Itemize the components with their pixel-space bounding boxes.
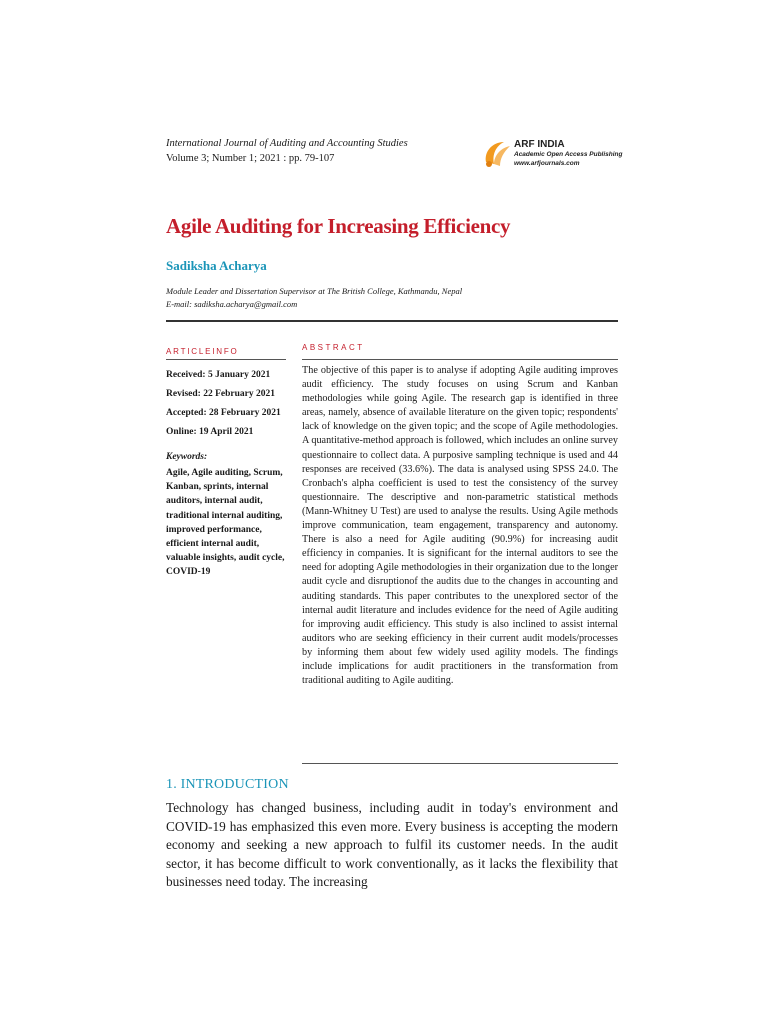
paper-author: Sadiksha Acharya xyxy=(166,258,267,273)
publisher-url[interactable]: www.arfjournals.com xyxy=(514,160,580,167)
abstract-text: The objective of this paper is to analyse if adopting Agile auditing improves audit efficiency. The study focuses on using Scrum and Kanban methodologies while going Agile. The research gap is identified in three areas, namely, absence of available literature on the given topic; respondents' lack of knowledge on the given topic; and the scope of Agile methodologies. A quantitative-method approach is followed, which includes an online survey questionnaire to collect data. A purposive sampling technique is used and 44 responses are received (33.6%). The data is analysed using SPSS 24.0. The Cronbach's alpha coefficient is used to test the consistency of the survey questionnaire. The descriptive and non-parametric statistical methods (Mann-Whitney U Test) are used to analyse the results. Using Agile methods improve communication, team engagement, transparency and autonomy. There is also a need for Agile auditing (90.9%) for increasing audit efficiency in companies. It is significant for the internal auditors to see the need for adopting Agile methodologies in their organization due to the longer audit cycle and disruptionof the audits due to the changes in accounting and auditing standards. This paper contributes to the unexplored sector of the internal audit literature and includes evidence for the need of Agile auditing for improving audit efficiency. This study is also inclined to assist internal auditors who are seeking efficiency in their current audit models/processes by informing them about few widely used agility models. The findings include implications for audit practitioners in the transformation from traditional auditing to Agile auditing. xyxy=(302,365,618,687)
affiliation-text: Module Leader and Dissertation Supervisor at The British College, Kathmandu, Nepal xyxy=(166,286,463,296)
article-dates xyxy=(166,366,281,442)
keywords-list: Agile, Agile auditing, Scrum, Kanban, sprints, internal auditors, internal audit, traditional internal auditing, improved performance, efficient internal audit, valuable insights, audit cycle, COVID-19 xyxy=(166,468,285,578)
journal-volume: Volume 3; Number 1; 2021 : pp. 79-107 xyxy=(166,153,335,164)
paper-title: Agile Auditing for Increasing Efficiency xyxy=(166,214,511,238)
arf-logo-icon xyxy=(480,136,514,170)
abstract-bottom-divider xyxy=(302,763,618,764)
online-date: Online: 19 April 2021 xyxy=(166,427,254,437)
introduction-heading: 1. INTRODUCTION xyxy=(166,777,289,792)
keywords-label: Keywords: xyxy=(166,452,208,462)
article-info-divider xyxy=(166,359,286,360)
author-affiliation xyxy=(166,285,462,311)
abstract-divider xyxy=(302,359,618,360)
article-info-heading: ARTICLEINFO xyxy=(166,347,239,356)
header-divider xyxy=(166,320,618,322)
publisher-logo xyxy=(480,136,630,176)
journal-header xyxy=(166,136,408,166)
accepted-date: Accepted: 28 February 2021 xyxy=(166,408,281,418)
revised-date: Revised: 22 February 2021 xyxy=(166,389,275,399)
author-email[interactable]: E-mail: sadiksha.acharya@gmail.com xyxy=(166,299,298,309)
abstract-heading: ABSTRACT xyxy=(302,343,365,352)
journal-name: International Journal of Auditing and Accounting Studies xyxy=(166,138,408,149)
introduction-text: Technology has changed business, including audit in today's environment and COVID-19 has emphasized this even more. Every business is accepting the modern economy and seeking a new approach to fulfil its customer needs. In the audit sector, it has become difficult to work conventionally, as it lacks the flexibility that businesses need today. The increasing xyxy=(166,800,618,890)
received-date: Received: 5 January 2021 xyxy=(166,370,271,380)
publisher-name: ARF INDIA xyxy=(514,139,565,150)
publisher-tagline: Academic Open Access Publishing xyxy=(514,151,623,158)
